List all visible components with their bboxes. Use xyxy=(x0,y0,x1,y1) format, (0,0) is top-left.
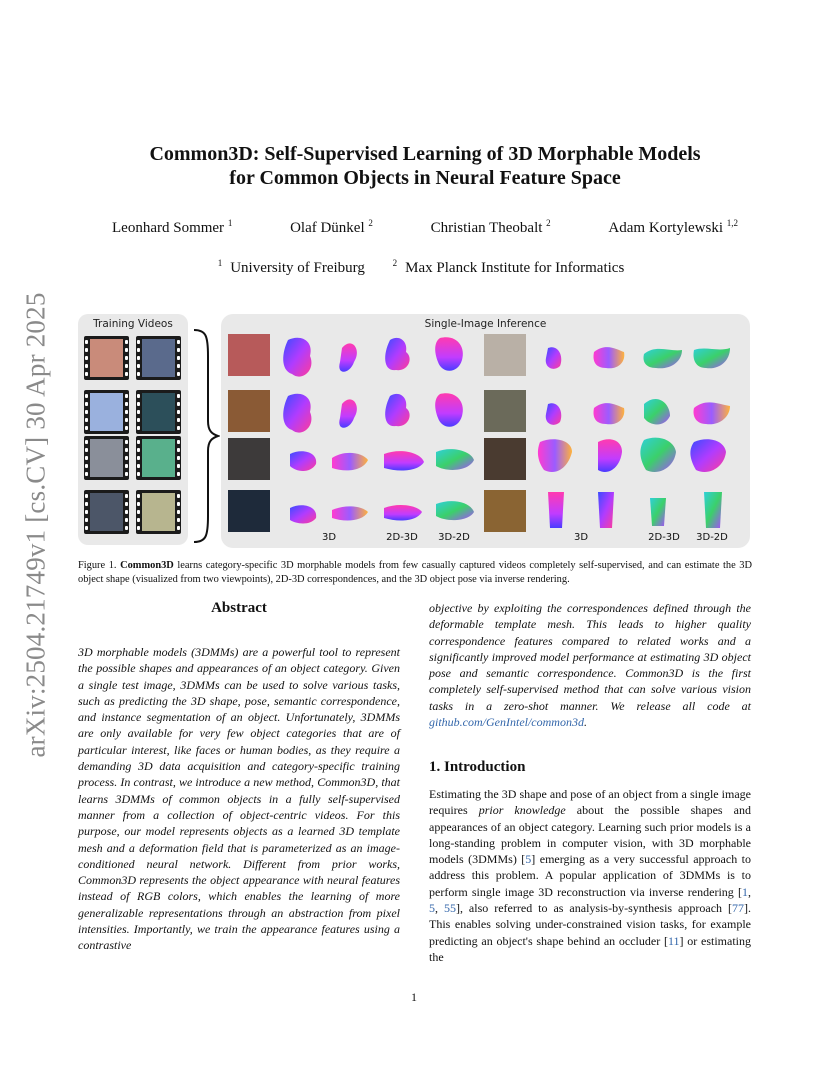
title-line-1: Common3D: Self-Supervised Learning of 3D Morphable Models xyxy=(149,143,701,165)
affiliations xyxy=(100,258,750,277)
shape-render xyxy=(435,337,463,371)
abstract-continued: objective by exploiting the correspondences defined through the deformable template mesh. This leads to higher quality correspondence features compared to related works and a significantly improved model performance at estimating 3D object pose and semantic correspondence. Common3D is the first completely self-supervised method that can solve various vision tasks in a zero-shot manner. We release all code at github.com/GenIntel/common3d. xyxy=(429,601,751,730)
shape-renders xyxy=(78,312,752,548)
citation-link[interactable]: 5 xyxy=(525,852,532,867)
caption-text: learns category-specific 3D morphable models from few casually captured videos completely self-supervised, and can estimate the 3D object shape (visualized from two viewpoints), 2D-3D correspondences, and the 3D object pose via inverse rendering. xyxy=(78,560,752,585)
citation-link[interactable]: 55 xyxy=(443,901,456,916)
shape-render xyxy=(694,348,731,368)
shape-render xyxy=(598,492,614,528)
shape-render xyxy=(644,349,683,368)
shape-render xyxy=(290,505,316,523)
abstract-text: 3D morphable models (3DMMs) are a powerful tool to represent the possible shapes and appearances of an object category. Given a single test image, 3DMMs can be used to solve various tasks, such as predicting the 3D shape, pose, semantic correspondence, and instance segmentation of an object. Unfortunately, 3DMMs are only available for very few object categories that are of particular interest, like faces or human bodies, as they require a demanding 3D data acquisition and category-specific training process. In contrast, we introduce a new method, Common3D, that learns 3DMMs of common objects in a fully self-supervised manner from a collection of object-centric videos. For this purpose, our model represents objects as a learned 3D template mesh and a deformation field that is parameterized as an image-conditioned neural network. Different from prior works, Common3D represents the object appearance with neural features instead of RGB colors, which enables the learning of more generalizable representations through an abstraction from pixel intensities. Importantly, we train the appearance features using a contrastive xyxy=(78,645,400,953)
training-videos-label: Training Videos xyxy=(93,318,173,330)
author: Leonhard Sommer $^1$ xyxy=(112,218,233,236)
citation-link[interactable]: 5 xyxy=(429,901,435,916)
affiliation: $^2$ Max Planck Institute for Informatics xyxy=(392,258,625,276)
citation-link[interactable]: 77 xyxy=(732,901,744,916)
shape-render xyxy=(436,501,474,520)
shape-render xyxy=(546,403,562,425)
shape-render xyxy=(385,338,409,370)
shape-render xyxy=(332,453,368,470)
column-label: 3D-2D xyxy=(438,532,470,543)
affiliation: $^1$ University of Freiburg xyxy=(217,258,365,276)
figure-1 xyxy=(78,312,752,548)
shape-render xyxy=(598,439,622,472)
shape-render xyxy=(548,492,564,528)
introduction-heading: 1. Introduction xyxy=(429,759,526,775)
shape-render xyxy=(546,347,562,369)
column-label: 3D xyxy=(321,532,337,543)
caption-label: Figure 1. xyxy=(78,560,117,571)
figure-caption xyxy=(78,559,752,587)
introduction-text: Estimating the 3D shape and pose of an object from a single image requires prior knowledge about the possible shapes and appearances of an object category. Learning such prior models is a long-standing problem in computer vision, with 3D morphable models (3DMMs) [5] emerging as a very successful approach to address this problem. A popular application of 3DMMs is to perform single image 3D reconstruction via inverse rendering [1, 5, 55], also referred to as analysis-by-synthesis approach [77]. This enables solving under-constrained vision tasks, for example predicting an object's shape behind an occluder [11] or estimating the xyxy=(429,787,752,964)
page-number: 1 xyxy=(411,990,417,1004)
arxiv-id: arXiv:2504.21749v1 [cs.CV] 30 Apr 2025 xyxy=(20,292,51,758)
column-label: 3D xyxy=(573,532,589,543)
citation-link[interactable]: 11 xyxy=(667,933,680,948)
shape-render xyxy=(332,506,368,520)
shape-render xyxy=(650,498,666,526)
column-label: 2D-3D xyxy=(648,532,680,543)
author: Christian Theobalt $^2$ xyxy=(430,218,551,236)
citation-link[interactable]: 1 xyxy=(742,884,748,899)
code-link[interactable]: github.com/GenIntel/common3d xyxy=(429,715,584,730)
caption-bold: Common3D xyxy=(120,560,174,571)
shape-render xyxy=(436,449,474,470)
author-list xyxy=(100,218,750,237)
shape-render xyxy=(290,451,316,471)
shape-render xyxy=(385,394,409,426)
column-label: 2D-3D xyxy=(386,532,418,543)
title-line-2: for Common Objects in Neural Feature Space xyxy=(229,167,621,189)
shape-render xyxy=(690,439,726,472)
abstract-heading: Abstract xyxy=(211,600,267,616)
author: Adam Kortylewski $^{1,2}$ xyxy=(608,218,738,236)
shape-render xyxy=(594,347,625,368)
shape-render xyxy=(339,399,357,427)
single-image-inference-label: Single-Image Inference xyxy=(424,318,547,330)
shape-render xyxy=(283,338,311,377)
paper-title xyxy=(100,142,750,190)
shape-render xyxy=(594,403,625,424)
shape-render xyxy=(384,451,424,470)
shape-render xyxy=(644,399,670,424)
shape-render xyxy=(384,505,422,520)
arxiv-stamp xyxy=(10,290,62,760)
column-label: 3D-2D xyxy=(696,532,728,543)
shape-render xyxy=(640,438,676,472)
shape-render xyxy=(339,343,357,371)
shape-render xyxy=(704,492,722,528)
shape-render xyxy=(694,402,731,424)
shape-render xyxy=(538,439,572,472)
shape-render xyxy=(435,393,463,427)
author: Olaf Dünkel $^2$ xyxy=(290,218,373,236)
shape-render xyxy=(283,394,311,433)
